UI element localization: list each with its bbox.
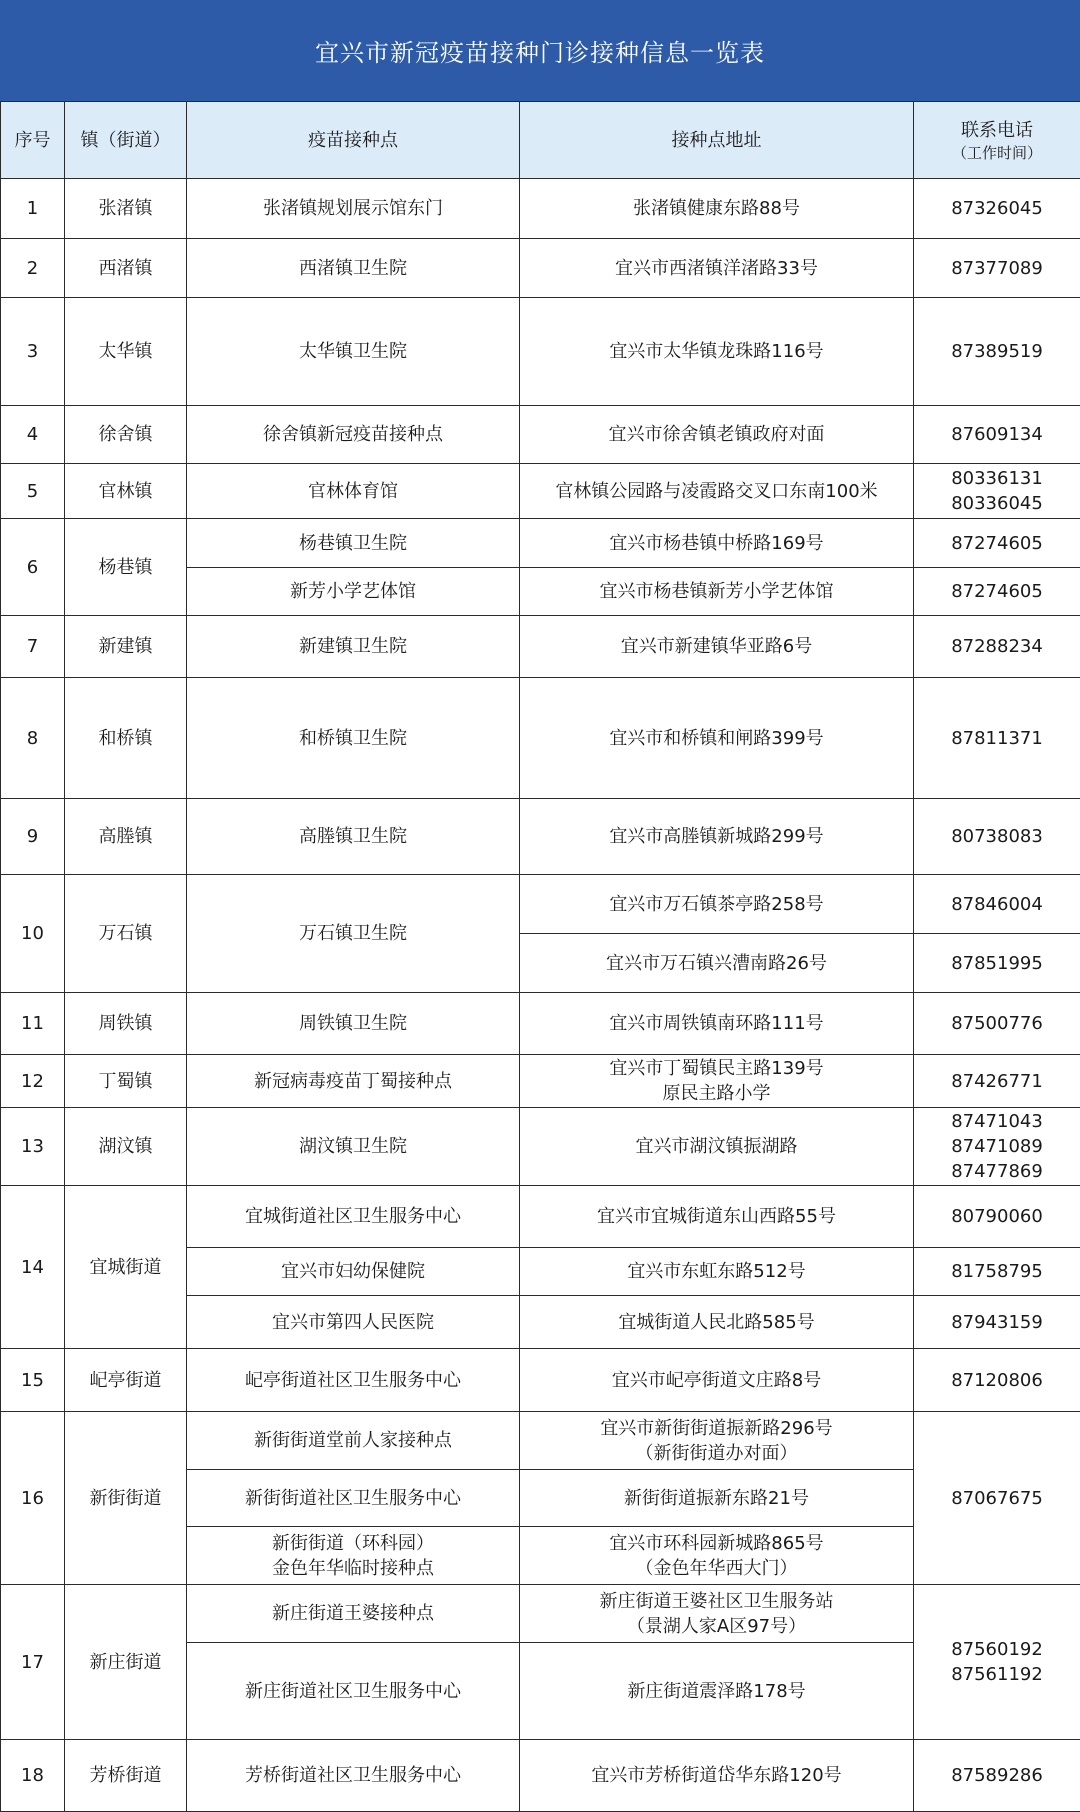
cell-no: 14 <box>1 1186 65 1349</box>
cell-phone: 87120806 <box>914 1349 1080 1412</box>
cell-phone: 87500776 <box>914 993 1080 1055</box>
table-row <box>1 616 1080 678</box>
cell-town: 徐舍镇 <box>65 406 187 464</box>
site-line: 新街街道（环科园） <box>189 1531 517 1556</box>
cell-address: 宜兴市新建镇华亚路6号 <box>520 616 914 678</box>
cell-town: 官林镇 <box>65 464 187 519</box>
cell-site: 太华镇卫生院 <box>187 298 520 406</box>
cell-address: 宜兴市杨巷镇中桥路169号 <box>520 519 914 568</box>
cell-address: 宜兴市万石镇茶亭路258号 <box>520 875 914 934</box>
cell-town: 屺亭街道 <box>65 1349 187 1412</box>
cell-no: 17 <box>1 1585 65 1740</box>
cell-site: 徐舍镇新冠疫苗接种点 <box>187 406 520 464</box>
cell-address: 宜兴市万石镇兴漕南路26号 <box>520 934 914 993</box>
cell-address: 宜兴市徐舍镇老镇政府对面 <box>520 406 914 464</box>
cell-site: 新庄街道社区卫生服务中心 <box>187 1643 520 1740</box>
header-site: 疫苗接种点 <box>187 102 520 179</box>
header-row <box>1 102 1080 179</box>
cell-no: 2 <box>1 239 65 298</box>
table-row <box>1 875 1080 934</box>
address-line: （新街街道办对面） <box>522 1441 911 1466</box>
cell-address: 宜兴市西渚镇洋渚路33号 <box>520 239 914 298</box>
cell-town: 周铁镇 <box>65 993 187 1055</box>
table-row <box>1 799 1080 875</box>
cell-site: 西渚镇卫生院 <box>187 239 520 298</box>
cell-no: 9 <box>1 799 65 875</box>
cell-site: 新冠病毒疫苗丁蜀接种点 <box>187 1055 520 1108</box>
header-town: 镇（街道） <box>65 102 187 179</box>
cell-phone: 87851995 <box>914 934 1080 993</box>
cell-phone: 87846004 <box>914 875 1080 934</box>
cell-site: 宜兴市妇幼保健院 <box>187 1248 520 1296</box>
cell-address: 宜兴市东虹东路512号 <box>520 1248 914 1296</box>
cell-address: 宜兴市周铁镇南环路111号 <box>520 993 914 1055</box>
cell-no: 4 <box>1 406 65 464</box>
cell-phone: 87589286 <box>914 1740 1080 1812</box>
cell-no: 13 <box>1 1108 65 1186</box>
cell-phone: 87326045 <box>914 179 1080 239</box>
cell-phone: 87943159 <box>914 1296 1080 1349</box>
cell-town: 太华镇 <box>65 298 187 406</box>
table-row <box>1 993 1080 1055</box>
cell-site: 宜兴市第四人民医院 <box>187 1296 520 1349</box>
address-line: 宜兴市环科园新城路865号 <box>522 1531 911 1556</box>
address-line: 原民主路小学 <box>522 1081 911 1106</box>
cell-site: 官林体育馆 <box>187 464 520 519</box>
cell-town: 芳桥街道 <box>65 1740 187 1812</box>
cell-town: 高塍镇 <box>65 799 187 875</box>
table-row <box>1 179 1080 239</box>
cell-phone: 80790060 <box>914 1186 1080 1248</box>
cell-address: 宜兴市太华镇龙珠路116号 <box>520 298 914 406</box>
cell-phone: 81758795 <box>914 1248 1080 1296</box>
phone-line: 87471043 <box>916 1109 1078 1134</box>
phone-line: 87471089 <box>916 1134 1078 1159</box>
cell-site: 屺亭街道社区卫生服务中心 <box>187 1349 520 1412</box>
cell-address: 张渚镇健康东路88号 <box>520 179 914 239</box>
cell-site: 张渚镇规划展示馆东门 <box>187 179 520 239</box>
cell-address: 宜兴市屺亭街道文庄路8号 <box>520 1349 914 1412</box>
cell-site: 万石镇卫生院 <box>187 875 520 993</box>
table-row <box>1 406 1080 464</box>
site-line: 金色年华临时接种点 <box>189 1556 517 1581</box>
cell-town: 杨巷镇 <box>65 519 187 616</box>
cell-town: 西渚镇 <box>65 239 187 298</box>
cell-site: 新庄街道王婆接种点 <box>187 1585 520 1643</box>
cell-site: 新建镇卫生院 <box>187 616 520 678</box>
header-no: 序号 <box>1 102 65 179</box>
table-row <box>1 1412 1080 1470</box>
phone-line: 87560192 <box>916 1637 1078 1662</box>
cell-phone <box>914 1108 1080 1186</box>
table-row <box>1 678 1080 799</box>
cell-phone: 87609134 <box>914 406 1080 464</box>
cell-no: 5 <box>1 464 65 519</box>
cell-town: 和桥镇 <box>65 678 187 799</box>
header-phone-label: 联系电话 <box>961 120 1033 141</box>
cell-no: 10 <box>1 875 65 993</box>
address-line: 宜兴市新街街道振新路296号 <box>522 1416 911 1441</box>
cell-phone: 87389519 <box>914 298 1080 406</box>
phone-line: 87477869 <box>916 1159 1078 1184</box>
cell-address <box>520 1585 914 1643</box>
cell-no: 12 <box>1 1055 65 1108</box>
cell-phone: 87067675 <box>914 1412 1080 1585</box>
vaccination-table <box>0 101 1080 1812</box>
phone-line: 80336045 <box>916 491 1078 516</box>
cell-address: 宜兴市和桥镇和闸路399号 <box>520 678 914 799</box>
cell-phone: 87426771 <box>914 1055 1080 1108</box>
table-title: 宜兴市新冠疫苗接种门诊接种信息一览表 <box>0 0 1080 101</box>
cell-phone <box>914 1585 1080 1740</box>
cell-town: 新庄街道 <box>65 1585 187 1740</box>
table-row <box>1 464 1080 519</box>
cell-no: 6 <box>1 519 65 616</box>
phone-line: 87561192 <box>916 1662 1078 1687</box>
cell-address: 宜城街道人民北路585号 <box>520 1296 914 1349</box>
cell-address: 官林镇公园路与凌霞路交叉口东南100米 <box>520 464 914 519</box>
header-address: 接种点地址 <box>520 102 914 179</box>
cell-no: 8 <box>1 678 65 799</box>
table-row <box>1 1349 1080 1412</box>
cell-no: 1 <box>1 179 65 239</box>
cell-phone: 87274605 <box>914 568 1080 616</box>
cell-address: 宜兴市芳桥街道岱华东路120号 <box>520 1740 914 1812</box>
cell-no: 3 <box>1 298 65 406</box>
cell-town: 丁蜀镇 <box>65 1055 187 1108</box>
address-line: 新庄街道王婆社区卫生服务站 <box>522 1589 911 1614</box>
table-row <box>1 1186 1080 1248</box>
table-row <box>1 519 1080 568</box>
cell-site: 湖汶镇卫生院 <box>187 1108 520 1186</box>
cell-address <box>520 1527 914 1585</box>
cell-town: 张渚镇 <box>65 179 187 239</box>
cell-address <box>520 1412 914 1470</box>
header-phone <box>914 102 1080 179</box>
cell-address: 宜兴市杨巷镇新芳小学艺体馆 <box>520 568 914 616</box>
cell-site: 新街街道堂前人家接种点 <box>187 1412 520 1470</box>
address-line: 宜兴市丁蜀镇民主路139号 <box>522 1056 911 1081</box>
cell-town: 湖汶镇 <box>65 1108 187 1186</box>
cell-town: 宜城街道 <box>65 1186 187 1349</box>
cell-no: 15 <box>1 1349 65 1412</box>
cell-phone: 87288234 <box>914 616 1080 678</box>
cell-site: 高塍镇卫生院 <box>187 799 520 875</box>
cell-phone: 80738083 <box>914 799 1080 875</box>
cell-address: 宜兴市湖汶镇振湖路 <box>520 1108 914 1186</box>
cell-address: 新街街道振新东路21号 <box>520 1470 914 1527</box>
cell-no: 11 <box>1 993 65 1055</box>
address-line: （景湖人家A区97号） <box>522 1614 911 1639</box>
cell-site: 新街街道社区卫生服务中心 <box>187 1470 520 1527</box>
table-row <box>1 1740 1080 1812</box>
cell-phone: 87811371 <box>914 678 1080 799</box>
cell-phone: 87274605 <box>914 519 1080 568</box>
cell-site: 周铁镇卫生院 <box>187 993 520 1055</box>
table-row <box>1 1585 1080 1643</box>
cell-site: 新芳小学艺体馆 <box>187 568 520 616</box>
cell-address: 宜兴市宜城街道东山西路55号 <box>520 1186 914 1248</box>
cell-phone <box>914 464 1080 519</box>
address-line: （金色年华西大门） <box>522 1556 911 1581</box>
table-row <box>1 1055 1080 1108</box>
table-row <box>1 1108 1080 1186</box>
cell-phone: 87377089 <box>914 239 1080 298</box>
cell-town: 新街街道 <box>65 1412 187 1585</box>
cell-site: 芳桥街道社区卫生服务中心 <box>187 1740 520 1812</box>
table-row <box>1 298 1080 406</box>
cell-site: 和桥镇卫生院 <box>187 678 520 799</box>
cell-site <box>187 1527 520 1585</box>
cell-no: 16 <box>1 1412 65 1585</box>
cell-site: 宜城街道社区卫生服务中心 <box>187 1186 520 1248</box>
cell-no: 7 <box>1 616 65 678</box>
cell-town: 新建镇 <box>65 616 187 678</box>
cell-address <box>520 1055 914 1108</box>
cell-no: 18 <box>1 1740 65 1812</box>
cell-town: 万石镇 <box>65 875 187 993</box>
header-phone-sub: （工作时间） <box>916 143 1078 163</box>
cell-address: 宜兴市高塍镇新城路299号 <box>520 799 914 875</box>
phone-line: 80336131 <box>916 466 1078 491</box>
cell-address: 新庄街道震泽路178号 <box>520 1643 914 1740</box>
cell-site: 杨巷镇卫生院 <box>187 519 520 568</box>
table-row <box>1 239 1080 298</box>
